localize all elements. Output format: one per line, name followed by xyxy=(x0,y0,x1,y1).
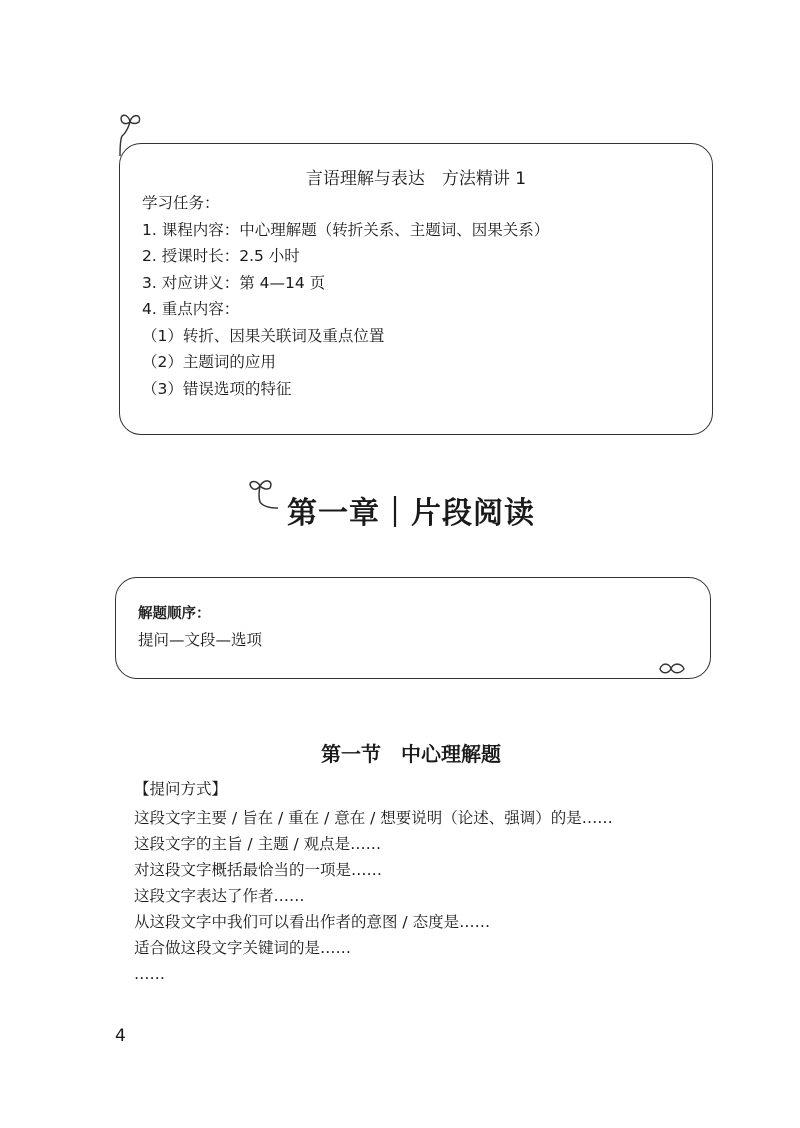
list-item: 对这段文字概括最恰当的一项是…… xyxy=(134,861,383,879)
task-heading: 学习任务： xyxy=(142,194,220,212)
sprout-icon xyxy=(656,659,688,679)
solving-order-box xyxy=(115,577,711,679)
list-item: （2）主题词的应用 xyxy=(142,353,276,371)
question-pattern-list xyxy=(134,805,613,987)
sprout-icon xyxy=(242,476,282,512)
order-text: 提问—文段—选项 xyxy=(138,631,263,649)
list-item: 3. 对应讲义：第 4—14 页 xyxy=(142,273,326,292)
list-item: （1）转折、因果关联词及重点位置 xyxy=(142,326,385,345)
order-heading: 解题顺序： xyxy=(138,606,211,622)
list-item: 适合做这段文字关键词的是…… xyxy=(134,939,352,957)
list-item: …… xyxy=(134,965,165,983)
list-item: 1. 课程内容：中心理解题（转折关系、主题词、因果关系） xyxy=(142,220,550,239)
list-item: 4. 重点内容： xyxy=(142,300,240,318)
list-item: 这段文字的主旨 / 主题 / 观点是…… xyxy=(134,835,382,853)
list-item: 从这段文字中我们可以看出作者的意图 / 态度是…… xyxy=(134,913,491,931)
list-item: 这段文字主要 / 旨在 / 重在 / 意在 / 想要说明（论述、强调）的是…… xyxy=(134,809,613,827)
chapter-title: 第一章｜片段阅读 xyxy=(287,496,535,531)
section-title: 第一节 中心理解题 xyxy=(321,742,501,766)
lesson-title: 言语理解与表达 方法精讲 1 xyxy=(305,169,527,189)
list-item: 这段文字表达了作者…… xyxy=(134,887,305,905)
task-list xyxy=(142,190,549,402)
ask-heading: 【提问方式】 xyxy=(134,780,228,798)
list-item: 2. 授课时长：2.5 小时 xyxy=(142,247,300,265)
list-item: （3）错误选项的特征 xyxy=(142,379,292,398)
page-number: 4 xyxy=(115,1026,126,1046)
study-task-box xyxy=(119,143,713,435)
